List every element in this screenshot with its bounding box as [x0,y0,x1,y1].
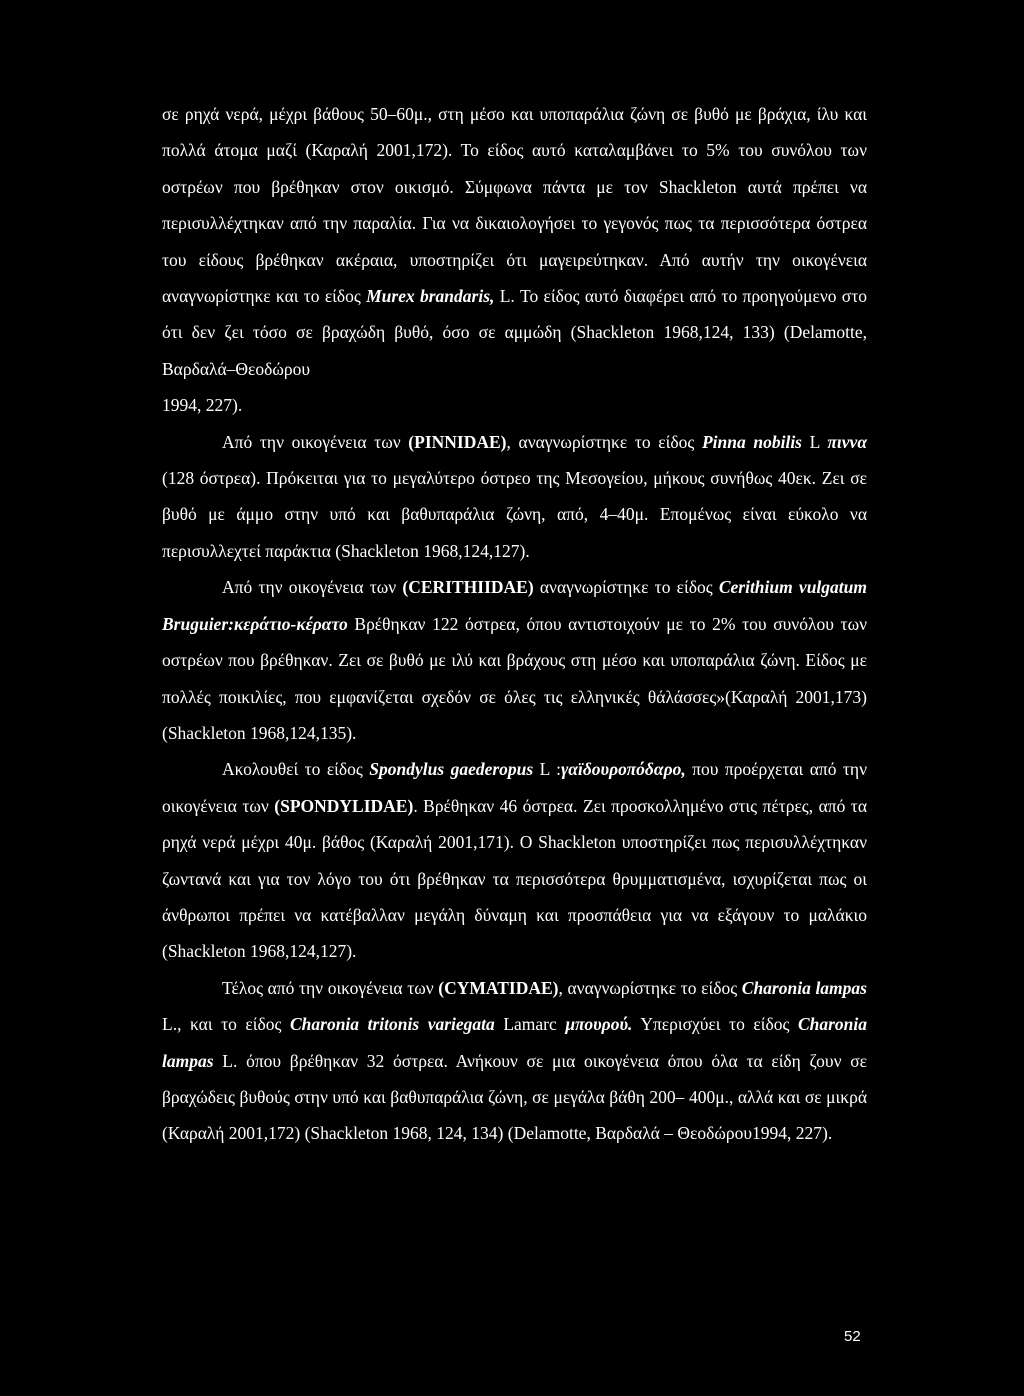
text-run: αναγνωρίστηκε το είδος [533,577,719,598]
text-run: που προέρχεται από την οικογένεια των [162,759,867,816]
species-name: Pinna nobilis [701,431,802,452]
paragraph-pinnidae [162,424,867,570]
text-run: Βρέθηκαν 122 όστρεα, όπου αντιστοιχούν με το 2% του συνόλου των οστρέων που βρέθηκαν. Ζει σε βυθό με ιλύ και βράχους στη μέσο και υποπαράλια ζώνη. Είδος με πολλές ποικιλίες, που εμφανίζεται σχεδόν σε όλες τις ελληνικές θάλάσσες»(Καραλή 2001,173) (Shackleton 1968,124,135). [162,613,867,743]
text-run: L : [533,759,561,780]
species-name: Charonia tritonis variegata [289,1014,495,1035]
body-text [162,96,867,1152]
text-run: Υπερισχύει το είδος [632,1014,798,1035]
paragraph-spondylidae [162,751,867,969]
text-run: L. όπου βρέθηκαν 32 όστρεα. Ανήκουν σε μια οικογένεια όπου όλα τα είδη ζουν σε βραχώδεις βυθούς στην υπό και βαθυπαράλια ζώνη, σε μεγάλα βάθη 200– 400μ., αλλά και σε μικρά (Καραλή 2001,172) (Shackleton 1968, 124, 134) (Delamotte, Βαρδαλά – Θεοδώρου1994, 227). [162,1050,867,1144]
text-run: . Βρέθηκαν 46 όστρεα. Ζει προσκολλημένο στις πέτρες, από τα ρηχά νερά μέχρι 40μ. βάθος (Καραλή 2001,171). Ο Shackleton υποστηρίζει πως περισυλλέχτηκαν ζωντανά και για τον λόγο του ότι βρέθηκαν τα περισσότερα θρυμματισμένα, ισχυρίζεται πως οι άνθρωποι πρέπει να κατέβαλλαν μεγάλη δύναμη και προσπάθεια για να εξάγουν το μαλάκιο (Shackleton 1968,124,127). [162,795,867,962]
text-run: L., και το είδος [162,1014,290,1035]
text-run: L. Το είδος αυτό διαφέρει από το προηγούμενο στο ότι δεν ζει τόσο σε βραχώδη βυθό, όσο σε αμμώδη (Shackleton 1968,124, 133) (Delamotte, Βαρδαλά–Θεοδώρου [162,286,867,379]
species-name: Charonia lampas [162,1014,867,1071]
family-name: (CYMATIDAE) [438,977,559,998]
text-run: Από την οικογένεια των [222,577,403,598]
page-number: 52 [844,1328,861,1345]
common-name: μπουρού. [565,1014,633,1035]
text-run: (128 όστρεα). Πρόκειται για το μεγαλύτερο όστρεο της Μεσογείου, μήκους συνήθως 40εκ. Ζει σε βυθό με άμμο στην υπό και βαθυπαράλια ζώνη, από, 4–40μ. Επομένως είναι εύκολο να περισυλλεχτεί παράκτια (Shackleton 1968,124,127). [162,468,867,561]
species-name: Cerithium vulgatum Bruguier:κεράτιο-κέρατο [162,577,867,634]
text-run: Από την οικογένεια των [222,431,409,452]
family-name: (SPONDYLIDAE) [274,795,414,816]
common-name: πιννα [827,431,868,452]
paragraph-murex [162,96,867,387]
text-run: Τέλος από την οικογένεια των [222,977,439,998]
text-run: σε ρηχά νερά, μέχρι βάθους 50–60μ., στη μέσο και υποπαράλια ζώνη σε βυθό με βράχια, ίλυ και πολλά άτομα μαζί (Καραλή 2001,172). Το είδος αυτό καταλαμβάνει το 5% του συνόλου των οστρέων που βρέθηκαν στον οικισμό. Σύμφωνα πάντα με τον Shackleton αυτά πρέπει να περισυλλέχτηκαν από την παραλία. Για να δικαιολογήσει το γεγονός πως τα περισσότερα όστρεα του είδους βρέθηκαν ακέραια, υποστηρίζει ότι μαγειρεύτηκαν. Από αυτήν την οικογένεια αναγνωρίστηκε και το είδος [162,104,867,307]
text-run: , αναγνωρίστηκε το είδος [506,431,702,452]
species-name: Charonia lampas [741,977,867,998]
text-run: , αναγνωρίστηκε το είδος [558,977,742,998]
family-name: (CERITHIIDAE) [402,577,534,598]
paragraph-murex-cont [162,387,867,423]
text-run: Ακολουθεί το είδος [222,759,370,780]
paragraph-cymatidae [162,970,867,1152]
text-run: 1994, 227). [162,395,243,416]
species-name: Murex brandaris, [366,286,495,307]
species-name: Spondylus gaederopus [369,759,534,780]
paragraph-cerithiidae [162,569,867,751]
family-name: (PINNIDAE) [408,431,507,452]
text-run: L [802,431,828,452]
text-run: Lamarc [494,1014,566,1035]
common-name: γαϊδουροπόδαρο, [561,759,686,780]
